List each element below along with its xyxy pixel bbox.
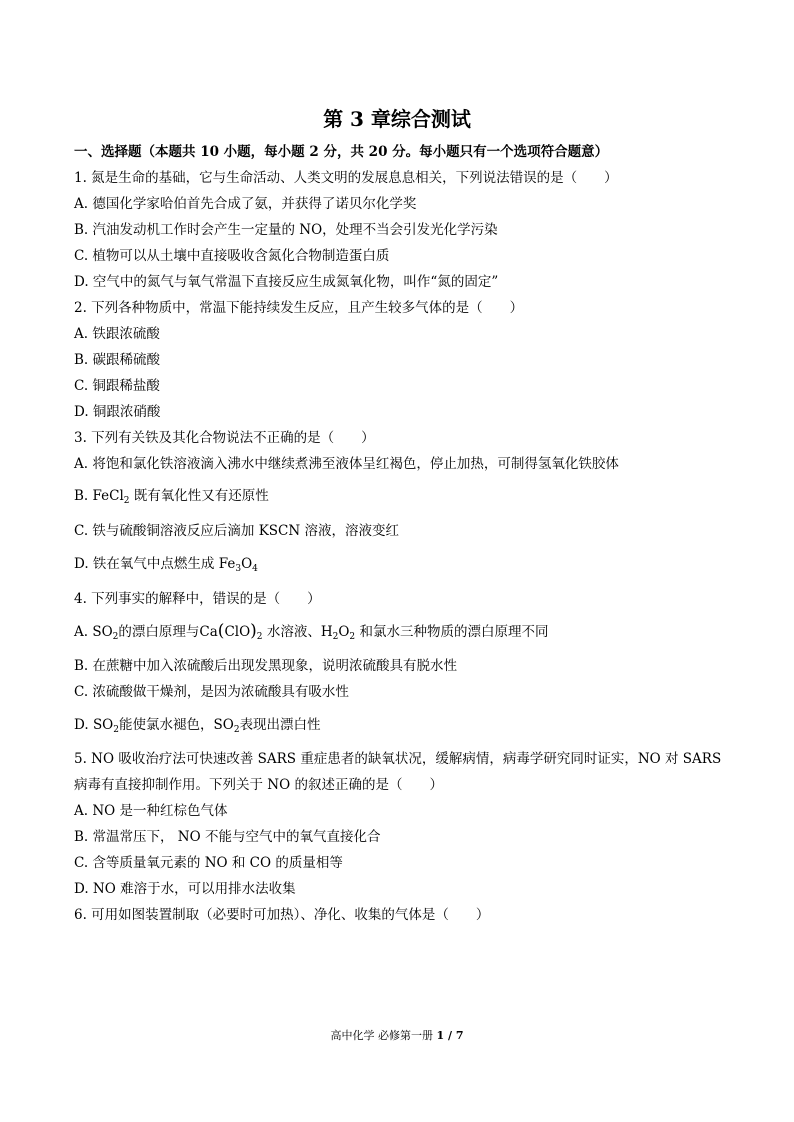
page-title: 第 3 章综合测试 [323, 107, 471, 131]
question-4-option-a [74, 622, 548, 641]
subscript: 2 [123, 496, 130, 506]
question-4-option-d [74, 716, 321, 734]
formula-ca: Ca [199, 624, 218, 640]
formula-clo: ClO [224, 624, 251, 640]
formula-so2: SO [92, 624, 113, 640]
right-paren: ) [250, 621, 257, 641]
formula-so2: SO [92, 717, 114, 733]
question-5-option-b: B. 常温常压下， NO 不能与空气中的氧气直接化合 [74, 829, 381, 845]
subscript: 2 [233, 725, 240, 735]
question-5-option-c: C. 含等质量氧元素的 NO 和 CO 的质量相等 [74, 855, 343, 871]
option-a-text-3: 和氯水三种物质的漂白原理不同 [359, 624, 549, 640]
question-3-option-d [74, 555, 258, 573]
subscript: 2 [332, 632, 339, 642]
question-3-option-b [74, 487, 269, 505]
question-1-option-d: D. 空气中的氮气与氧气常温下直接反应生成氮氧化物，叫作“氮的固定” [74, 274, 499, 290]
question-2-option-c: C. 铜跟稀盐酸 [74, 378, 160, 394]
subscript: 2 [113, 725, 119, 735]
question-2-stem: 2. 下列各种物质中，常温下能持续发生反应，且产生较多气体的是（ ） [74, 300, 524, 316]
option-b-label: B. [74, 488, 93, 504]
option-d-text-1: 能使氯水褪色， [119, 717, 214, 733]
formula-h: H [320, 624, 333, 640]
subscript: 3 [235, 564, 242, 574]
question-4-stem: 4. 下列事实的解释中，错误的是（ ） [74, 591, 321, 607]
option-d-text: D. 铁在氧气中点燃生成 [74, 556, 219, 572]
page-number: 1 / 7 [436, 1029, 464, 1042]
option-a-text-1: 的漂白原理与 [118, 624, 200, 640]
page-footer [0, 1027, 794, 1043]
left-paren: ( [217, 621, 225, 641]
question-2-option-a: A. 铁跟浓硫酸 [74, 326, 160, 342]
option-d-text-2: 表现出漂白性 [239, 717, 321, 733]
subscript: 4 [252, 564, 258, 574]
option-a-text-2: 水溶液、 [266, 624, 321, 640]
question-5-option-a: A. NO 是一种红棕色气体 [74, 803, 228, 819]
question-1-option-a: A. 德国化学家哈伯首先合成了氨，并获得了诺贝尔化学奖 [74, 196, 417, 212]
question-5-stem-line-2: 病毒有直接抑制作用。下列关于 NO 的叙述正确的是（ ） [74, 777, 443, 793]
question-3-stem: 3. 下列有关铁及其化合物说法不正确的是（ ） [74, 430, 375, 446]
subscript: 2 [349, 632, 356, 642]
question-1-option-b: B. 汽油发动机工作时会产生一定量的 NO，处理不当会引发光化学污染 [74, 222, 498, 238]
question-2-option-b: B. 碳跟稀硫酸 [74, 352, 161, 368]
question-5-stem-line-1: 5. NO 吸收治疗法可快速改善 SARS 重症患者的缺氧状况，缓解病情，病毒学研究同时证实，NO 对 SARS [74, 751, 722, 767]
formula-o: O [338, 624, 350, 640]
question-6-stem: 6. 可用如图装置制取（必要时可加热）、净化、收集的气体是（ ） [74, 907, 490, 923]
question-1-stem: 1. 氮是生命的基础，它与生命活动、人类文明的发展息息相关，下列说法错误的是（ ） [74, 170, 618, 186]
question-3-option-a: A. 将饱和氯化铁溶液滴入沸水中继续煮沸至液体呈红褐色，停止加热，可制得氢氧化铁胶体 [74, 456, 619, 472]
option-b-text: 既有氧化性又有还原性 [133, 488, 269, 504]
formula-fecl: FeCl [92, 488, 124, 504]
subscript: 2 [112, 632, 119, 642]
formula-o: O [241, 556, 253, 572]
formula-fe: Fe [218, 556, 236, 572]
question-5-option-d: D. NO 难溶于水，可以用排水法收集 [74, 881, 296, 897]
subscript: 2 [256, 632, 263, 642]
section-heading: 一、选择题（本题共 10 小题，每小题 2 分，共 20 分。每小题只有一个选项符合题意） [74, 144, 609, 160]
question-3-option-c: C. 铁与硫酸铜溶液反应后滴加 KSCN 溶液，溶液变红 [74, 523, 399, 539]
question-4-option-c: C. 浓硫酸做干燥剂，是因为浓硫酸具有吸水性 [74, 684, 349, 700]
question-4-option-b: B. 在蔗糖中加入浓硫酸后出现发黑现象，说明浓硫酸具有脱水性 [74, 658, 458, 674]
question-1-option-c: C. 植物可以从土壤中直接吸收含氮化合物制造蛋白质 [74, 248, 390, 264]
footer-text: 高中化学 必修第一册 [330, 1029, 437, 1042]
option-a-label: A. [74, 624, 93, 640]
formula-so2: SO [213, 717, 234, 733]
question-2-option-d: D. 铜跟浓硝酸 [74, 404, 161, 420]
option-d-label: D. [74, 717, 93, 733]
